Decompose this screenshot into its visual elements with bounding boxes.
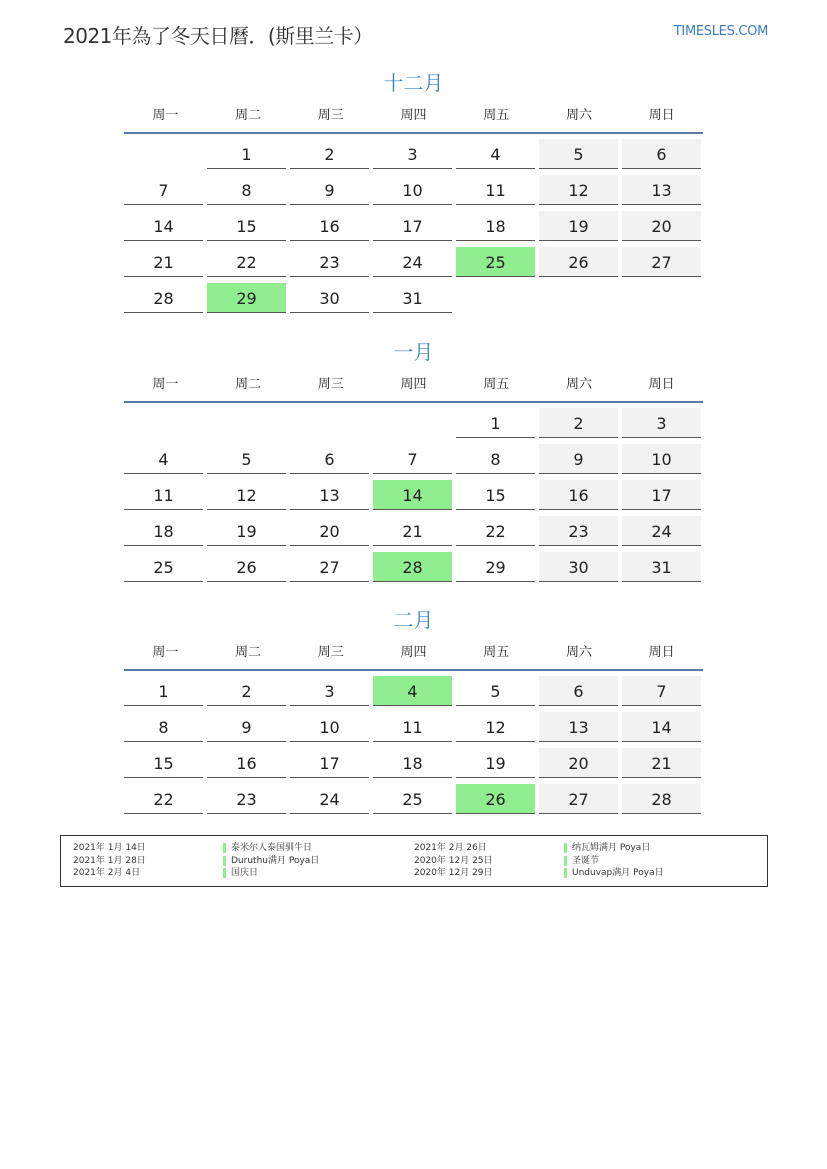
day-cell: 26 (456, 784, 535, 814)
page-title: 2021年為了冬天日曆．(斯里兰卡） (63, 24, 373, 48)
weekday-label: 周日 (648, 108, 675, 123)
day-cell: 28 (622, 784, 701, 814)
day-cell: 22 (456, 516, 535, 546)
weekday-label: 周日 (648, 645, 675, 660)
week-row (124, 480, 703, 511)
day-cell: 2 (207, 676, 286, 706)
day-cell: 13 (622, 175, 701, 205)
day-cell: 21 (373, 516, 452, 546)
weekday-label: 周三 (317, 645, 344, 660)
day-cell: 2 (539, 408, 618, 438)
week-row (124, 211, 703, 242)
legend-item (73, 867, 403, 879)
weekday-label: 周五 (483, 108, 510, 123)
day-cell: 3 (622, 408, 701, 438)
day-cell: 27 (539, 784, 618, 814)
day-cell: 5 (207, 444, 286, 474)
day-cell: 24 (290, 784, 369, 814)
day-cell (539, 283, 618, 312)
day-cell: 17 (622, 480, 701, 510)
day-cell: 18 (124, 516, 203, 546)
week-row (124, 139, 703, 170)
legend-date: 2020年 12月 29日 (414, 868, 493, 878)
weekday-label: 周日 (648, 377, 675, 392)
day-cell: 22 (124, 784, 203, 814)
day-cell: 26 (539, 247, 618, 277)
weekday-header (124, 375, 703, 403)
week-row (124, 283, 703, 314)
day-cell: 10 (373, 175, 452, 205)
day-cell: 6 (290, 444, 369, 474)
day-cell: 16 (290, 211, 369, 241)
month-name: 十二月 (383, 71, 444, 95)
weekday-label: 周一 (152, 645, 179, 660)
legend-date: 2021年 2月 26日 (414, 843, 487, 853)
day-cell: 25 (373, 784, 452, 814)
legend-item (414, 842, 744, 854)
day-cell: 3 (373, 139, 452, 169)
weekday-label: 周二 (235, 377, 262, 392)
day-cell: 31 (373, 283, 452, 313)
day-cell: 23 (539, 516, 618, 546)
day-cell: 12 (539, 175, 618, 205)
day-cell: 23 (207, 784, 286, 814)
day-cell: 19 (539, 211, 618, 241)
day-cell: 21 (124, 247, 203, 277)
weekday-label: 周三 (317, 108, 344, 123)
day-cell: 18 (456, 211, 535, 241)
day-cell: 13 (539, 712, 618, 742)
day-cell: 16 (539, 480, 618, 510)
weekday-label: 周二 (235, 645, 262, 660)
week-row (124, 175, 703, 206)
day-cell: 10 (290, 712, 369, 742)
day-cell: 29 (207, 283, 286, 313)
day-cell: 11 (456, 175, 535, 205)
day-cell: 1 (207, 139, 286, 169)
day-cell: 6 (539, 676, 618, 706)
month-block (124, 337, 703, 583)
weekday-label: 周二 (235, 108, 262, 123)
week-row (124, 516, 703, 547)
day-cell: 25 (456, 247, 535, 277)
day-cell: 7 (373, 444, 452, 474)
week-row (124, 444, 703, 475)
week-row (124, 748, 703, 779)
week-row (124, 712, 703, 743)
day-cell: 5 (456, 676, 535, 706)
week-row (124, 552, 703, 583)
weekday-header (124, 106, 703, 134)
week-row (124, 247, 703, 278)
legend-item (73, 842, 403, 854)
legend-color-marker (223, 843, 226, 853)
day-cell: 20 (539, 748, 618, 778)
day-cell: 7 (622, 676, 701, 706)
day-cell: 23 (290, 247, 369, 277)
day-cell: 10 (622, 444, 701, 474)
day-cell: 30 (290, 283, 369, 313)
legend-color-marker (564, 868, 567, 878)
day-cell: 8 (207, 175, 286, 205)
day-cell: 11 (373, 712, 452, 742)
day-cell: 24 (622, 516, 701, 546)
day-cell: 27 (290, 552, 369, 582)
legend-holiday-name: 纳瓦姆满月 Poya日 (572, 843, 651, 853)
day-cell: 9 (539, 444, 618, 474)
month-block (124, 68, 703, 314)
day-cell: 24 (373, 247, 452, 277)
day-cell: 12 (207, 480, 286, 510)
legend-item (73, 855, 403, 867)
day-cell: 18 (373, 748, 452, 778)
legend-color-marker (564, 843, 567, 853)
day-cell: 6 (622, 139, 701, 169)
holiday-legend (60, 835, 768, 887)
day-cell: 19 (207, 516, 286, 546)
weekday-label: 周一 (152, 377, 179, 392)
day-cell: 13 (290, 480, 369, 510)
day-cell: 29 (456, 552, 535, 582)
day-cell: 3 (290, 676, 369, 706)
legend-color-marker (223, 856, 226, 866)
week-row (124, 408, 703, 439)
day-cell (124, 408, 203, 437)
weekday-label: 周四 (400, 645, 427, 660)
day-cell: 1 (124, 676, 203, 706)
day-cell: 14 (124, 211, 203, 241)
day-cell: 20 (290, 516, 369, 546)
day-cell: 11 (124, 480, 203, 510)
day-cell: 28 (124, 283, 203, 313)
day-cell (622, 283, 701, 312)
day-cell (290, 408, 369, 437)
day-cell: 27 (622, 247, 701, 277)
weekday-label: 周四 (400, 108, 427, 123)
day-cell: 12 (456, 712, 535, 742)
day-cell: 9 (207, 712, 286, 742)
day-cell: 4 (124, 444, 203, 474)
day-cell (373, 408, 452, 437)
day-cell: 28 (373, 552, 452, 582)
day-cell: 25 (124, 552, 203, 582)
day-cell: 19 (456, 748, 535, 778)
day-cell: 4 (456, 139, 535, 169)
day-cell (456, 283, 535, 312)
weekday-label: 周五 (483, 645, 510, 660)
day-cell: 9 (290, 175, 369, 205)
weekday-label: 周三 (317, 377, 344, 392)
legend-date: 2021年 1月 28日 (73, 855, 146, 866)
brand-link[interactable]: TIMESLES.COM (673, 24, 768, 39)
day-cell: 17 (373, 211, 452, 241)
week-row (124, 784, 703, 815)
day-cell: 20 (622, 211, 701, 241)
legend-date: 2020年 12月 25日 (414, 855, 493, 866)
day-cell: 15 (207, 211, 286, 241)
legend-holiday-name: 圣诞节 (572, 855, 600, 866)
day-cell: 2 (290, 139, 369, 169)
month-name: 二月 (393, 608, 434, 632)
day-cell: 8 (124, 712, 203, 742)
legend-date: 2021年 2月 4日 (73, 868, 141, 878)
day-cell: 14 (373, 480, 452, 510)
day-cell: 7 (124, 175, 203, 205)
legend-date: 2021年 1月 14日 (73, 843, 146, 853)
day-cell (207, 408, 286, 437)
legend-holiday-name: Duruthu满月 Poya日 (231, 855, 320, 866)
weekday-label: 周六 (565, 645, 592, 660)
day-cell: 31 (622, 552, 701, 582)
legend-holiday-name: 泰米尔人泰国驯牛日 (231, 843, 313, 853)
day-cell: 16 (207, 748, 286, 778)
day-cell: 15 (456, 480, 535, 510)
day-cell: 8 (456, 444, 535, 474)
day-cell: 21 (622, 748, 701, 778)
weekday-label: 周一 (152, 108, 179, 123)
weekday-label: 周六 (565, 108, 592, 123)
day-cell: 26 (207, 552, 286, 582)
weekday-label: 周四 (400, 377, 427, 392)
legend-item (414, 855, 744, 867)
day-cell: 17 (290, 748, 369, 778)
day-cell: 14 (622, 712, 701, 742)
month-block (124, 605, 703, 815)
day-cell: 30 (539, 552, 618, 582)
day-cell: 22 (207, 247, 286, 277)
legend-item (414, 867, 744, 879)
week-row (124, 676, 703, 707)
legend-color-marker (564, 856, 567, 866)
legend-holiday-name: Unduvap满月 Poya日 (572, 868, 664, 878)
day-cell: 15 (124, 748, 203, 778)
weekday-label: 周五 (483, 377, 510, 392)
day-cell: 1 (456, 408, 535, 438)
day-cell: 5 (539, 139, 618, 169)
day-cell (124, 139, 203, 168)
legend-holiday-name: 国庆日 (231, 868, 259, 878)
weekday-header (124, 643, 703, 671)
day-cell: 4 (373, 676, 452, 706)
legend-color-marker (223, 868, 226, 878)
weekday-label: 周六 (565, 377, 592, 392)
month-name: 一月 (393, 340, 434, 364)
